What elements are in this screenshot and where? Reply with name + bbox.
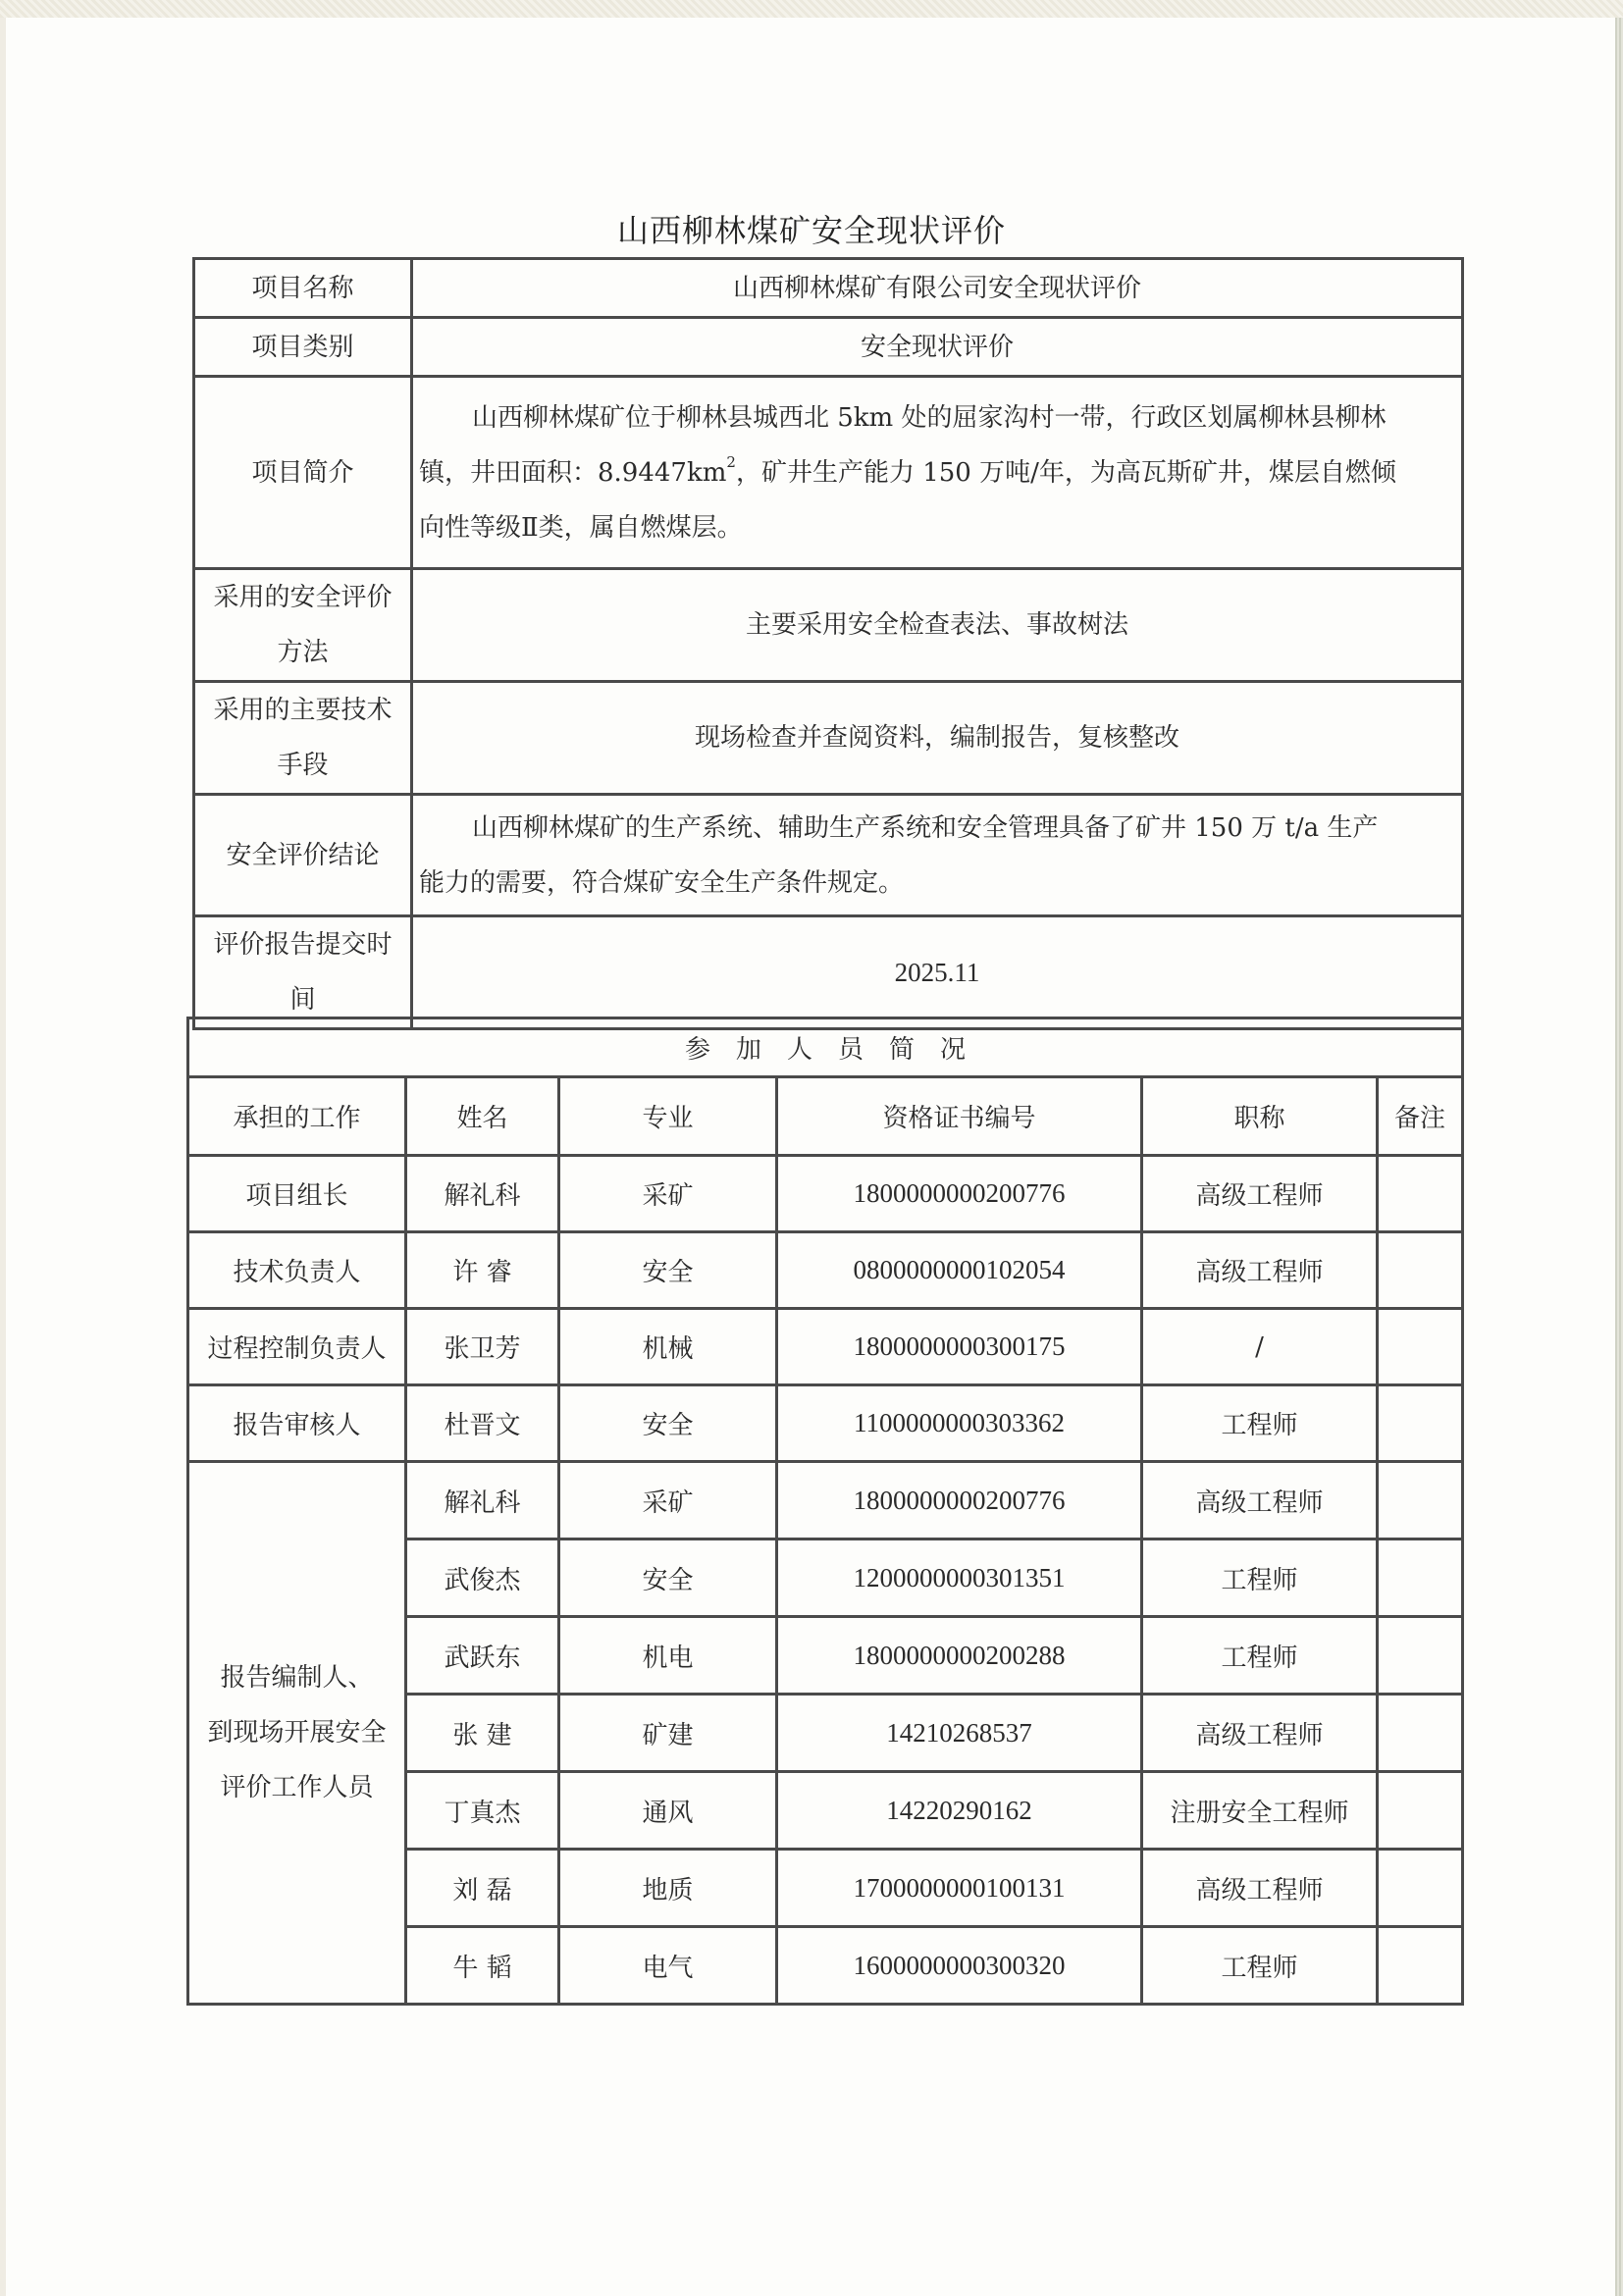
cell-major: 安全 <box>559 1385 777 1462</box>
cell-title: 工程师 <box>1142 1539 1378 1617</box>
cell-title: 工程师 <box>1142 1617 1378 1695</box>
header-major: 专业 <box>559 1077 777 1156</box>
cell-cert: 1600000000300320 <box>777 1927 1142 2005</box>
cell-name: 牛 韬 <box>406 1927 559 2005</box>
cell-role: 报告审核人 <box>188 1385 406 1462</box>
label-technique-line-1: 采用的主要技术 <box>213 696 393 725</box>
row-project-type <box>194 318 1463 377</box>
cell-cert: 1800000000300175 <box>777 1309 1142 1385</box>
value-submit-time: 2025.11 <box>412 916 1463 1029</box>
summary-line-3: 向性等级Ⅱ类，属自燃煤层。 <box>419 512 743 543</box>
cell-cert: 1800000000200776 <box>777 1156 1142 1232</box>
row-submit-time <box>194 916 1463 1029</box>
label-submit-time-line-2: 间 <box>289 985 316 1015</box>
header-role: 承担的工作 <box>188 1077 406 1156</box>
row-method <box>194 569 1463 682</box>
cell-major: 机电 <box>559 1617 777 1695</box>
label-method <box>194 569 412 682</box>
table-row <box>188 1156 1463 1232</box>
label-project-summary: 项目简介 <box>194 377 412 569</box>
cell-note <box>1378 1772 1463 1850</box>
cell-name: 杜晋文 <box>406 1385 559 1462</box>
cell-note <box>1378 1695 1463 1772</box>
cell-name: 许 睿 <box>406 1232 559 1309</box>
cell-role: 技术负责人 <box>188 1232 406 1309</box>
label-conclusion: 安全评价结论 <box>194 795 412 916</box>
label-project-type: 项目类别 <box>194 318 412 377</box>
table-row <box>188 1462 1463 1539</box>
cell-title: 注册安全工程师 <box>1142 1772 1378 1850</box>
project-info-table <box>192 257 1464 1030</box>
cell-cert: 14220290162 <box>777 1772 1142 1850</box>
document-title: 山西柳林煤矿安全现状评价 <box>616 212 1006 249</box>
row-project-summary <box>194 377 1463 569</box>
cell-name: 武跃东 <box>406 1617 559 1695</box>
cell-name: 武俊杰 <box>406 1539 559 1617</box>
cell-role: 项目组长 <box>188 1156 406 1232</box>
cell-name: 张 建 <box>406 1695 559 1772</box>
value-method: 主要采用安全检查表法、事故树法 <box>412 569 1463 682</box>
cell-title: 高级工程师 <box>1142 1850 1378 1927</box>
staff-table <box>186 1017 1464 2006</box>
cell-major: 安全 <box>559 1232 777 1309</box>
cell-cert: 1800000000200776 <box>777 1462 1142 1539</box>
cell-title: 高级工程师 <box>1142 1156 1378 1232</box>
value-project-type: 安全现状评价 <box>412 318 1463 377</box>
cell-title: 高级工程师 <box>1142 1462 1378 1539</box>
cell-note <box>1378 1309 1463 1385</box>
label-submit-time <box>194 916 412 1029</box>
summary-line-2a: 镇，井田面积：8.9447km <box>419 457 727 488</box>
value-technique: 现场检查并查阅资料，编制报告，复核整改 <box>412 682 1463 795</box>
row-conclusion <box>194 795 1463 916</box>
summary-superscript: 2 <box>726 452 736 471</box>
cell-note <box>1378 1539 1463 1617</box>
cell-role: 过程控制负责人 <box>188 1309 406 1385</box>
cell-major: 采矿 <box>559 1156 777 1232</box>
conclusion-line-1: 山西柳林煤矿的生产系统、辅助生产系统和安全管理具备了矿井 150 万 t/a 生产 <box>472 812 1379 843</box>
summary-line-1: 山西柳林煤矿位于柳林县城西北 5km 处的屈家沟村一带，行政区划属柳林县柳林 <box>472 402 1387 433</box>
group-role-line-2: 到现场开展安全 <box>207 1718 387 1748</box>
table-row <box>188 1232 1463 1309</box>
cell-cert: 1700000000100131 <box>777 1850 1142 1927</box>
staff-section-row <box>188 1018 1463 1077</box>
group-role-line-3: 评价工作人员 <box>220 1773 374 1802</box>
cell-note <box>1378 1156 1463 1232</box>
header-cert: 资格证书编号 <box>777 1077 1142 1156</box>
cell-name: 解礼科 <box>406 1156 559 1232</box>
cell-note <box>1378 1385 1463 1462</box>
cell-major: 地质 <box>559 1850 777 1927</box>
cell-note <box>1378 1850 1463 1927</box>
conclusion-line-2: 能力的需要，符合煤矿安全生产条件规定。 <box>419 867 905 898</box>
summary-line-2b: ，矿井生产能力 150 万吨/年，为高瓦斯矿井，煤层自燃倾 <box>735 457 1396 488</box>
cell-note <box>1378 1927 1463 2005</box>
cell-note <box>1378 1232 1463 1309</box>
cell-note <box>1378 1617 1463 1695</box>
table-row <box>188 1309 1463 1385</box>
cell-cert: 14210268537 <box>777 1695 1142 1772</box>
cell-title: 高级工程师 <box>1142 1232 1378 1309</box>
cell-title: 高级工程师 <box>1142 1695 1378 1772</box>
label-method-line-1: 采用的安全评价 <box>213 583 393 612</box>
label-project-name: 项目名称 <box>194 259 412 318</box>
cell-title: 工程师 <box>1142 1927 1378 2005</box>
scan-border-right <box>1615 18 1623 2296</box>
cell-cert: 1800000000200288 <box>777 1617 1142 1695</box>
cell-name: 解礼科 <box>406 1462 559 1539</box>
header-title: 职称 <box>1142 1077 1378 1156</box>
value-project-name: 山西柳林煤矿有限公司安全现状评价 <box>412 259 1463 318</box>
staff-section-title: 参加人员简况 <box>188 1018 1463 1077</box>
cell-name: 丁真杰 <box>406 1772 559 1850</box>
cell-major: 采矿 <box>559 1462 777 1539</box>
value-project-summary <box>412 377 1463 569</box>
label-technique <box>194 682 412 795</box>
cell-major: 机械 <box>559 1309 777 1385</box>
table-row <box>188 1385 1463 1462</box>
scan-border-top <box>0 0 1623 18</box>
cell-cert: 1100000000303362 <box>777 1385 1142 1462</box>
cell-cert: 0800000000102054 <box>777 1232 1142 1309</box>
cell-group-role <box>188 1462 406 2005</box>
header-name: 姓名 <box>406 1077 559 1156</box>
label-technique-line-2: 手段 <box>277 751 329 780</box>
label-method-line-2: 方法 <box>277 638 329 667</box>
group-role-line-1: 报告编制人、 <box>220 1663 374 1693</box>
cell-major: 安全 <box>559 1539 777 1617</box>
cell-title: / <box>1142 1309 1378 1385</box>
cell-name: 刘 磊 <box>406 1850 559 1927</box>
cell-cert: 1200000000301351 <box>777 1539 1142 1617</box>
header-note: 备注 <box>1378 1077 1463 1156</box>
cell-major: 电气 <box>559 1927 777 2005</box>
cell-major: 矿建 <box>559 1695 777 1772</box>
cell-name: 张卫芳 <box>406 1309 559 1385</box>
cell-title: 工程师 <box>1142 1385 1378 1462</box>
row-project-name <box>194 259 1463 318</box>
label-submit-time-line-1: 评价报告提交时 <box>213 930 393 960</box>
staff-header-row <box>188 1077 1463 1156</box>
value-conclusion <box>412 795 1463 916</box>
cell-note <box>1378 1462 1463 1539</box>
cell-major: 通风 <box>559 1772 777 1850</box>
row-technique <box>194 682 1463 795</box>
